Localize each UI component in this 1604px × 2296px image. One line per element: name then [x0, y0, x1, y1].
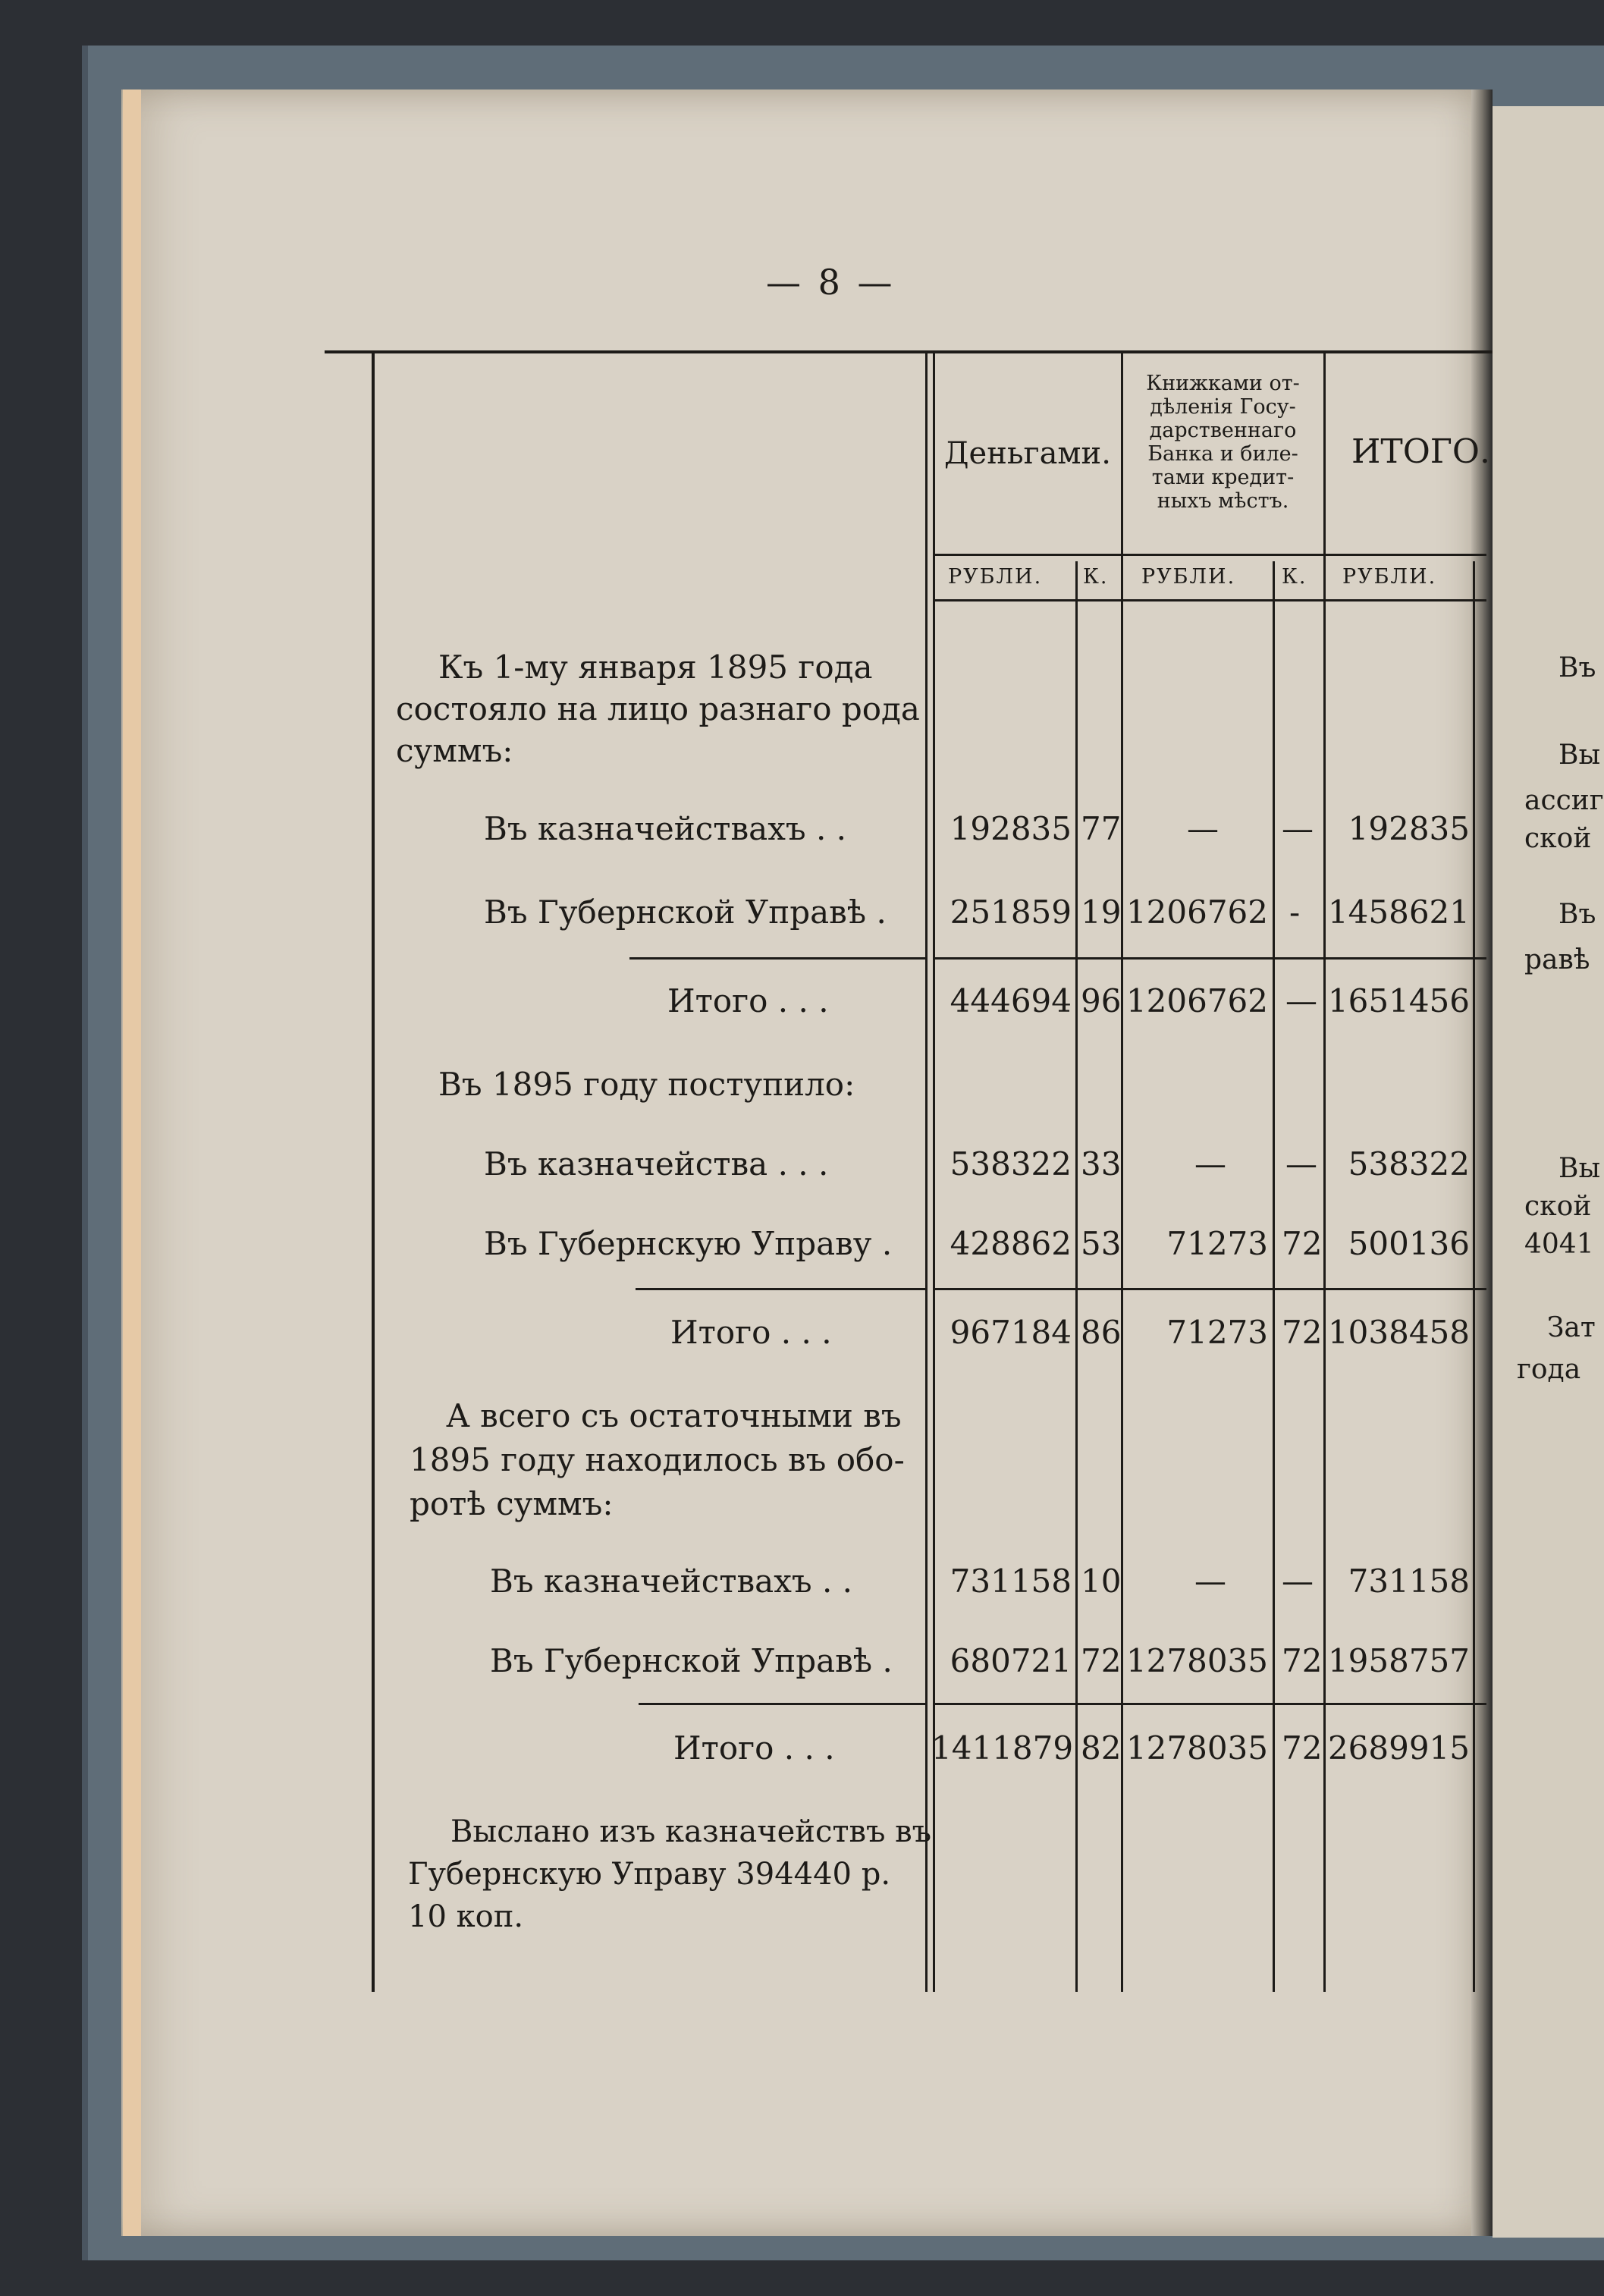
books-kop: — — [1285, 1145, 1317, 1183]
facing-page-text: ской — [1524, 823, 1592, 854]
books-rubles: 1206762 — [1125, 982, 1268, 1019]
header-books-line: Книжками от- — [1146, 372, 1300, 395]
section-heading: А всего съ остаточными въ — [446, 1397, 902, 1434]
header-books-line: дѣленія Госу- — [1150, 395, 1296, 419]
total-rubles: 1038458 — [1327, 1314, 1470, 1351]
header-books — [1122, 372, 1323, 513]
header-rubles: РУБЛИ. — [1342, 565, 1437, 589]
money-kop: 33 — [1081, 1145, 1122, 1183]
row-label: Въ Губернской Управѣ . — [484, 894, 887, 931]
total-rubles: 1651456 — [1327, 982, 1470, 1019]
money-kop: 86 — [1081, 1314, 1122, 1351]
row-label: Въ Губернскую Управу . — [484, 1225, 893, 1262]
header-books-line: ныхъ мѣстъ. — [1157, 489, 1289, 513]
header-books-line: тами кредит- — [1151, 466, 1295, 489]
subtotal-rule — [639, 1703, 925, 1705]
header-rule — [933, 599, 1486, 601]
footnote-line: Выслано изъ казначействъ въ — [450, 1814, 932, 1849]
subtotal-rule — [933, 957, 1486, 960]
row-label: Въ казначейства . . . — [484, 1145, 829, 1183]
facing-page-text: ской — [1524, 1191, 1592, 1222]
books-rubles: 1278035 — [1125, 1642, 1268, 1679]
books-kop: — — [1285, 982, 1317, 1019]
facing-page-text: 4041 — [1524, 1229, 1594, 1260]
facing-page-text: равѣ — [1524, 944, 1590, 975]
total-rubles: 731158 — [1348, 1563, 1470, 1600]
subtotal-rule — [629, 957, 925, 960]
row-label: Въ казначействахъ . . — [490, 1563, 853, 1600]
section-heading: ротѣ суммъ: — [410, 1485, 614, 1522]
header-rubles: РУБЛИ. — [1141, 565, 1236, 589]
books-rubles: 71273 — [1166, 1225, 1268, 1262]
money-rubles: 967184 — [950, 1314, 1072, 1351]
money-kop: 77 — [1081, 810, 1122, 847]
books-rubles: — — [1194, 1145, 1226, 1183]
money-kop: 82 — [1081, 1729, 1122, 1767]
books-rubles: 1278035 — [1125, 1729, 1268, 1767]
books-rubles: 1206762 — [1125, 894, 1268, 931]
total-rubles: 538322 — [1348, 1145, 1470, 1183]
money-rubles: 444694 — [950, 982, 1072, 1019]
money-rubles: 251859 — [950, 894, 1072, 931]
section-heading: суммъ: — [396, 732, 513, 769]
total-rubles: 1458621 — [1327, 894, 1470, 931]
row-total-label: Итого . . . — [673, 1729, 835, 1767]
page-number: — 8 — — [766, 262, 896, 303]
money-rubles: 428862 — [950, 1225, 1072, 1262]
money-kop: 72 — [1081, 1642, 1122, 1679]
facing-page-text: ассиг — [1524, 785, 1604, 816]
subtotal-rule — [933, 1703, 1486, 1705]
column-rule — [925, 353, 928, 1992]
money-kop: 19 — [1081, 894, 1122, 931]
books-kop: — — [1282, 1563, 1314, 1600]
column-rule — [1473, 561, 1475, 1992]
table-top-rule — [325, 350, 1493, 353]
subtotal-rule — [636, 1288, 925, 1290]
books-rubles: 71273 — [1166, 1314, 1268, 1351]
section-heading: Въ 1895 году поступило: — [438, 1066, 855, 1103]
money-kop: 53 — [1081, 1225, 1122, 1262]
page-edge — [123, 90, 141, 2236]
row-label: Въ казначействахъ . . — [484, 810, 847, 847]
row-total-label: Итого . . . — [670, 1314, 832, 1351]
header-total: ИТОГО. — [1351, 432, 1490, 471]
facing-page-text: Въ — [1558, 652, 1596, 683]
books-kop: 72 — [1282, 1225, 1323, 1262]
total-rubles: 1958757 — [1327, 1642, 1470, 1679]
facing-page-text: Вы — [1558, 1153, 1601, 1184]
footnote-line: Губернскую Управу 394440 р. — [408, 1857, 891, 1892]
total-rubles: 192835 — [1348, 810, 1470, 847]
total-rubles: 2689915 — [1327, 1729, 1470, 1767]
column-rule — [1075, 561, 1078, 1992]
money-kop: 10 — [1081, 1563, 1122, 1600]
books-kop: - — [1289, 894, 1301, 931]
books-rubles: — — [1194, 1563, 1226, 1600]
header-kop: К. — [1282, 565, 1307, 589]
money-rubles: 680721 — [950, 1642, 1072, 1679]
facing-page-text: Зат — [1547, 1312, 1596, 1343]
money-kop: 96 — [1081, 982, 1122, 1019]
subtotal-rule — [933, 1288, 1486, 1290]
section-heading: 1895 году находилось въ обо- — [410, 1441, 905, 1478]
books-kop: 72 — [1282, 1729, 1323, 1767]
header-books-line: дарственнаго — [1149, 419, 1297, 442]
header-rubles: РУБЛИ. — [948, 565, 1043, 589]
facing-page-text: Въ — [1558, 899, 1596, 930]
column-rule — [1273, 561, 1275, 1992]
header-books-line: Банка и биле- — [1147, 442, 1298, 466]
row-total-label: Итого . . . — [667, 982, 829, 1019]
footnote-line: 10 коп. — [408, 1899, 524, 1934]
money-rubles: 731158 — [950, 1563, 1072, 1600]
money-rubles: 1411879 — [931, 1729, 1074, 1767]
books-kop: 72 — [1282, 1314, 1323, 1351]
row-label: Въ Губернской Управѣ . — [490, 1642, 893, 1679]
money-rubles: 192835 — [950, 810, 1072, 847]
left-border — [372, 353, 375, 1992]
header-money: Деньгами. — [944, 436, 1111, 471]
total-rubles: 500136 — [1348, 1225, 1470, 1262]
header-kop: К. — [1083, 565, 1109, 589]
facing-page-text: года — [1517, 1354, 1581, 1385]
facing-page-text: Вы — [1558, 740, 1601, 771]
books-kop: 72 — [1282, 1642, 1323, 1679]
header-rule — [933, 554, 1486, 556]
section-heading: Къ 1-му января 1895 года — [438, 649, 873, 686]
books-kop: — — [1282, 810, 1314, 847]
money-rubles: 538322 — [950, 1145, 1072, 1183]
section-heading: состояло на лицо разнаго рода — [396, 690, 920, 727]
books-rubles: — — [1187, 810, 1219, 847]
